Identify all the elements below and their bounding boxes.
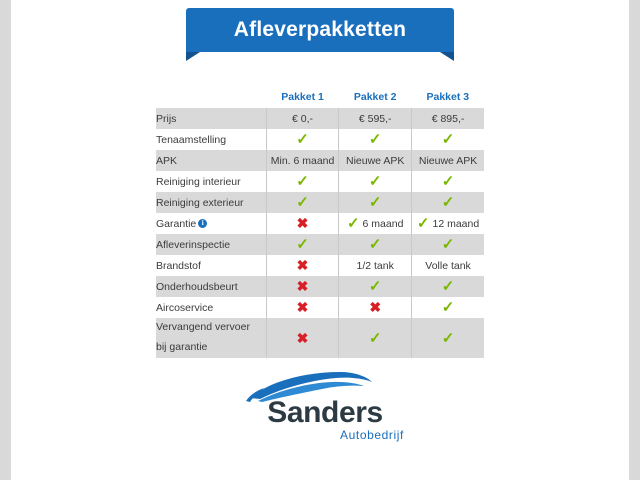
table-row [156,318,484,358]
row-label-text: Reiniging interieur [156,175,241,188]
cell-note-text: 12 maand [432,217,480,230]
cell-text: Nieuwe APK [346,154,405,167]
cross-icon: ✖ [296,215,309,231]
row-label-text: Reiniging exterieur [156,196,244,209]
row-label [156,108,266,129]
cell-text: € 0,- [292,112,314,125]
check-icon: ✓ [368,173,382,190]
cell-text: € 895,- [431,112,465,125]
page-title: Afleverpakketten [233,18,407,41]
check-icon: ✓ [416,215,430,232]
table-header [156,86,484,108]
cell-note-text: 6 maand [362,217,404,230]
check-icon: ✓ [441,131,455,148]
table-cell [339,192,412,213]
cross-icon: ✖ [369,299,382,315]
table-cell [266,213,339,234]
table-cell [339,171,412,192]
cell-text: Volle tank [425,259,471,272]
table-cell [266,150,339,171]
check-icon: ✓ [441,194,455,211]
table-cell [266,108,339,129]
table-header-row [156,86,484,108]
check-icon: ✓ [346,215,360,232]
banner-background [186,8,454,52]
row-label [156,213,266,234]
table-row [156,255,484,276]
table-row [156,108,484,129]
row-label [156,255,266,276]
check-with-note [417,216,479,231]
table-row [156,213,484,234]
table-cell [266,297,339,318]
check-icon: ✓ [441,278,455,295]
row-label-text: Afleverinspectie [156,238,231,251]
table-row [156,234,484,255]
banner-ribbon-left [186,52,200,61]
check-icon: ✓ [296,131,309,148]
check-icon: ✓ [296,173,309,190]
logo-company-subtitle: Autobedrijf [340,428,404,442]
company-logo [240,368,410,446]
table-cell [339,255,412,276]
check-icon: ✓ [368,278,382,295]
row-label [156,297,266,318]
table-cell [412,297,484,318]
table-cell [339,276,412,297]
check-icon: ✓ [441,299,455,316]
check-icon: ✓ [441,236,455,253]
page-banner [186,8,454,60]
table-cell [412,150,484,171]
table-cell [266,234,339,255]
table-cell [339,129,412,150]
row-label [156,150,266,171]
check-icon: ✓ [296,236,309,253]
row-label [156,192,266,213]
check-icon: ✓ [368,131,382,148]
table-row [156,276,484,297]
row-label-text: Vervangend vervoer [156,321,250,334]
row-label-text: Aircoservice [156,301,214,314]
table-cell [412,255,484,276]
cell-text: Min. 6 maand [270,154,335,167]
table-cell [412,192,484,213]
check-icon: ✓ [368,236,382,253]
table-cell [412,213,484,234]
table-cell [339,108,412,129]
cell-text: € 595,- [358,112,392,125]
row-label-text: Tenaamstelling [156,133,227,146]
row-label [156,276,266,297]
row-label [156,318,266,358]
logo-company-name: Sanders [267,396,383,429]
table-row [156,171,484,192]
check-with-note [347,216,403,231]
packages-comparison-table [156,86,484,358]
table-cell [412,171,484,192]
table-header-pakket-3: Pakket 3 [412,86,484,108]
table-cell [412,108,484,129]
row-label-text: Brandstof [156,259,201,272]
table-row [156,150,484,171]
cell-text: Nieuwe APK [418,154,478,167]
table-cell [339,150,412,171]
check-icon: ✓ [368,194,382,211]
cross-icon: ✖ [296,329,309,346]
cell-text: 1/2 tank [356,259,394,272]
table-header-blank [156,86,266,108]
table-cell [266,276,339,297]
row-label-text: Onderhoudsbeurt [156,280,238,293]
table-cell [339,213,412,234]
table-cell [339,318,412,358]
row-label [156,171,266,192]
table-cell [266,129,339,150]
row-label-text: APK [156,154,178,167]
table-header-pakket-2: Pakket 2 [339,86,412,108]
row-label [156,234,266,255]
cross-icon: ✖ [296,278,309,294]
row-label-text-line2: bij garantie [156,341,208,353]
check-icon: ✓ [441,329,455,347]
table-cell [412,276,484,297]
table-cell [266,192,339,213]
table-body [156,108,484,358]
check-icon: ✓ [368,329,382,347]
table-cell [266,318,339,358]
table-cell [266,171,339,192]
row-label-text: Prijs [156,112,177,125]
table-cell [412,129,484,150]
table-row [156,129,484,150]
table-cell [339,234,412,255]
row-label [156,129,266,150]
table-cell [339,297,412,318]
cross-icon: ✖ [296,257,309,273]
check-icon: ✓ [441,173,455,190]
table-row [156,297,484,318]
check-icon: ✓ [296,194,309,211]
cross-icon: ✖ [296,299,309,315]
info-icon[interactable]: i [198,219,207,228]
table-header-pakket-1: Pakket 1 [266,86,339,108]
table-cell [266,255,339,276]
table-cell [412,234,484,255]
row-label-text: Garantie [156,217,197,230]
right-margin-bar [629,0,640,480]
table-cell [412,318,484,358]
table-row [156,192,484,213]
left-margin-bar [0,0,11,480]
banner-ribbon-right [440,52,454,61]
